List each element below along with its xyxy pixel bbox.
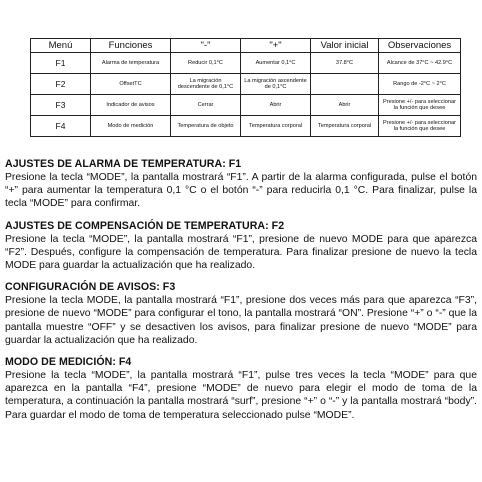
table-cell: Presione +/- para seleccionar la función que desee (379, 116, 461, 137)
table-cell: F3 (31, 95, 91, 116)
table-cell: Modo de medición (91, 116, 171, 137)
function-table (30, 38, 461, 137)
section-heading: AJUSTES DE COMPENSACIÓN DE TEMPERATURA: F2 (5, 219, 285, 232)
table-cell: Abrir (311, 95, 379, 116)
table-row (31, 53, 461, 74)
instructions (5, 158, 477, 431)
table-cell: Presione +/- para seleccionar la función que desee (379, 95, 461, 116)
table-cell: La migración ascendente de 0,1°C (241, 74, 311, 95)
header-observations: Observaciones (379, 39, 461, 53)
section-body: Presione la tecla “MODE”, la pantalla mostrará “F1”, pulse tres veces la tecla “MODE” para que aparezca en la pantalla “F4”, presione “MODE” de nuevo para elegir el modo de toma de la temperatura, a continuación la pantalla mostrará “surf”, presione “+” o “-” y la pantalla mostrará “body”. Para guardar el modo de toma de temperatura seleccionado pulse “MODE”. (5, 370, 477, 421)
header-menu: Menú (31, 39, 91, 53)
table-cell: Alcance de 37°C ~ 42.9°C (379, 53, 461, 74)
table-row (31, 74, 461, 95)
table-cell: Temperatura corporal (241, 116, 311, 137)
table-cell: Reducir 0,1°C (171, 53, 241, 74)
table-cell: Temperatura de objeto (171, 116, 241, 137)
table-cell: 37.8°C (311, 53, 379, 74)
section-body: Presione la tecla “MODE”, la pantalla mostrará “F1”. A partir de la alarma configurada, pulse el botón “+” para aumentar la temperatura 0,1 °C o el botón “-” para reducirla 0,1 °C. Para finalizar, pulse la tecla “MODE” para confirmar. (5, 172, 477, 210)
section-heading: MODO DE MEDICIÓN: F4 (5, 356, 132, 369)
header-minus: "-" (171, 39, 241, 53)
table-cell: Alarma de temperatura (91, 53, 171, 74)
header-plus: "+" (241, 39, 311, 53)
section-body: Presione la tecla “MODE”, la pantalla mostrará “F1”, presione de nuevo MODE para que aparezca “F2”. Después, configure la compensación de temperatura. Para finalizar presione de nuevo la tecla MODE para guardar la actualización que ha realizado. (5, 233, 477, 272)
table-cell: Rango de -2°C ~ 2°C (379, 74, 461, 95)
section-heading: CONFIGURACIÓN DE AVISOS: F3 (5, 281, 176, 294)
table-cell: OffsetTC (91, 74, 171, 95)
table-cell: Cerrar (171, 95, 241, 116)
table-cell (311, 74, 379, 95)
section-body: Presione la tecla MODE, la pantalla mostrará “F1”, presione dos veces más para que aparezca “F3”, presione de nuevo “MODE” para configurar el tono, la pantalla mostrará “ON”. Presione “+” o “-” que la pantalla muestre “OFF” y se desactiven los avisos, para finalizar presione de nuevo “MODE” para guardar la actualización que ha realizado. (5, 295, 477, 346)
header-initial-value: Valor inicial (311, 39, 379, 53)
table-cell: Temperatura corporal (311, 116, 379, 137)
section-alerts (5, 281, 477, 347)
header-functions: Funciones (91, 39, 171, 53)
table-cell: Abrir (241, 95, 311, 116)
table-cell: F2 (31, 74, 91, 95)
section-heading: AJUSTES DE ALARMA DE TEMPERATURA: F1 (5, 158, 242, 170)
table-cell: La migración descendente de 0,1°C (171, 74, 241, 95)
table-header-row (31, 39, 461, 53)
table-row (31, 116, 461, 137)
section-alarm (5, 158, 477, 211)
table-cell: Aumentar 0,1°C (241, 53, 311, 74)
table-cell: F4 (31, 116, 91, 137)
section-compensation (5, 220, 477, 273)
table-row (31, 95, 461, 116)
section-measurement-mode (5, 356, 477, 422)
table-cell: Indicador de avisos (91, 95, 171, 116)
table-cell: F1 (31, 53, 91, 74)
